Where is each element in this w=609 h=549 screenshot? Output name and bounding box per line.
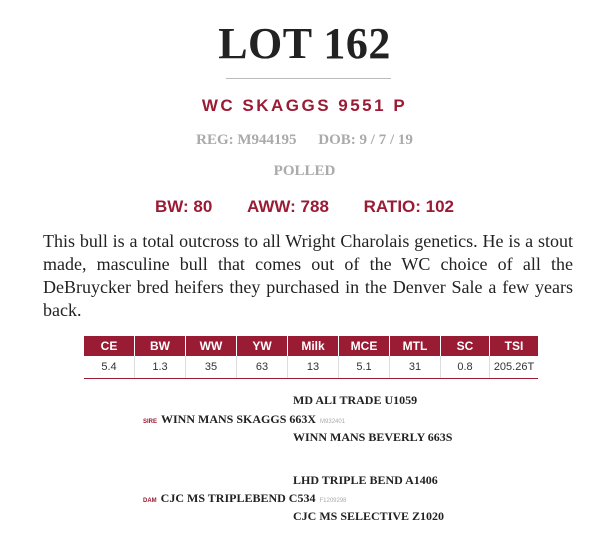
epd-header: MTL	[390, 336, 441, 356]
epd-value: 13	[288, 356, 339, 379]
epd-value: 5.1	[339, 356, 390, 379]
epd-value: 35	[186, 356, 237, 379]
epd-header: Milk	[288, 336, 339, 356]
pedigree-dam-sire: LHD TRIPLE BEND A1406	[293, 473, 438, 487]
epd-header: SC	[441, 336, 490, 356]
title-divider	[226, 78, 391, 79]
animal-name: WC SKAGGS 9551 P	[201, 96, 408, 115]
registration-number: REG: M944195	[196, 132, 297, 148]
weights-line	[0, 197, 609, 217]
epd-header: CE	[84, 336, 135, 356]
epd-value: 0.8	[441, 356, 490, 379]
pedigree-sire	[143, 412, 345, 427]
epd-value: 1.3	[135, 356, 186, 379]
epd-header: MCE	[339, 336, 390, 356]
epd-header-row	[84, 336, 538, 356]
pedigree-sire-dam: WINN MANS BEVERLY 663S	[293, 430, 453, 444]
epd-header: WW	[186, 336, 237, 356]
dam-name: CJC MS TRIPLEBEND C534	[160, 491, 316, 505]
pedigree-dam-dam: CJC MS SELECTIVE Z1020	[293, 509, 445, 523]
weaning-ratio: RATIO: 102	[363, 197, 455, 216]
dam-registration: F1209298	[319, 498, 347, 504]
adjusted-weaning-weight: AWW: 788	[247, 197, 329, 216]
epd-value: 5.4	[84, 356, 135, 379]
lot-title: LOT 162	[218, 19, 391, 68]
birth-weight: BW: 80	[154, 197, 213, 216]
polled-label: POLLED	[273, 163, 336, 179]
epd-value-row	[84, 356, 538, 379]
pedigree-dam	[143, 491, 347, 506]
date-of-birth: DOB: 9 / 7 / 19	[318, 132, 413, 148]
sire-tag: SIRE	[143, 419, 158, 425]
description-paragraph: This bull is a total outcross to all Wright Charolais genetics. He is a stout made, masculine bull that comes out of the WC choice of all the DeBruycker bred heifers they purchased in the Denver Sale a few years back.	[43, 231, 573, 320]
epd-value: 63	[237, 356, 288, 379]
sire-registration: M932401	[320, 419, 346, 425]
epd-value: 205.26T	[490, 356, 539, 379]
sire-name: WINN MANS SKAGGS 663X	[161, 412, 317, 426]
epd-table	[84, 336, 538, 379]
dam-tag: DAM	[143, 498, 157, 504]
epd-header: BW	[135, 336, 186, 356]
registration-line	[0, 132, 609, 149]
epd-header: YW	[237, 336, 288, 356]
epd-header: TSI	[490, 336, 539, 356]
epd-value: 31	[390, 356, 441, 379]
pedigree-sire-sire: MD ALI TRADE U1059	[293, 393, 418, 407]
